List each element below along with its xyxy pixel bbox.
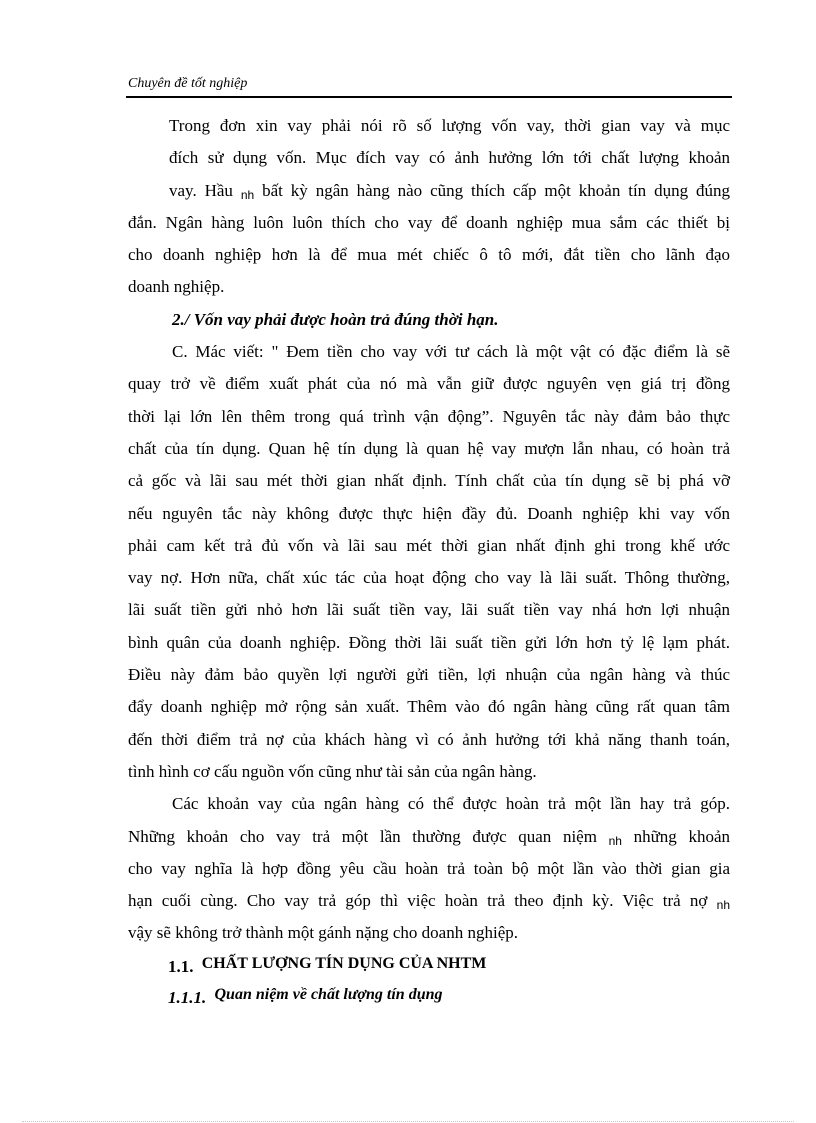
text-fragment-small: nh <box>716 898 730 913</box>
section-heading-1-1-1 <box>168 986 443 1008</box>
text-line: lãi suất tiền gửi nhỏ hơn lãi suất tiền vay, lãi suất tiền vay nhá hơn lợi nhuận <box>128 600 730 620</box>
text-fragment: hạn cuối cùng. Cho vay trả góp thì việc hoàn trả theo định kỳ. Việc trả nợ <box>128 891 717 911</box>
text-line <box>128 885 730 917</box>
subheading: 2./ Vốn vay phải được hoàn trả đúng thời hạn. <box>172 309 499 329</box>
text-fragment: vay. Hầu <box>169 180 241 200</box>
text-line: C. Mác viết: " Đem tiền cho vay với tư cách là một vật có đặc điểm là sẽ <box>172 342 730 362</box>
running-header: Chuyên đề tốt nghiệp <box>128 76 248 91</box>
text-line <box>128 175 730 207</box>
text-line: vay nợ. Hơn nữa, chất xúc tác của hoạt động cho vay là lãi suất. Thông thường, <box>128 568 730 588</box>
text-line: phải cam kết trả đủ vốn và lãi sau mét thời gian nhất định ghi trong khế ước <box>128 535 730 555</box>
text-line: chất của tín dụng. Quan hệ tín dụng là quan hệ vay mượn lẫn nhau, có hoàn trả <box>128 438 730 458</box>
text-line: nếu nguyên tắc này không được thực hiện đầy đủ. Doanh nghiệp khi vay vốn <box>128 503 730 523</box>
text-fragment: những khoản <box>621 826 731 846</box>
section-heading-1-1 <box>168 955 486 977</box>
document-body <box>128 110 730 950</box>
text-fragment-small: nh <box>608 833 622 848</box>
text-line: thời lại lớn lên thêm trong quá trình vận động”. Nguyên tắc này đảm bảo thực <box>128 406 730 426</box>
text-line: đẩy doanh nghiệp mở rộng sản xuất. Thêm vào đó ngân hàng cũng rất quan tâm <box>128 697 730 717</box>
text-line: vậy sẽ không trở thành một gánh nặng cho doanh nghiệp. <box>128 923 518 943</box>
text-line: cho vay nghĩa là hợp đồng yêu cầu hoàn trả toàn bộ một lần vào thời gian gia <box>128 858 730 878</box>
text-fragment-small: nh <box>240 187 255 202</box>
text-line: bình quân của doanh nghiệp. Đồng thời lãi suất tiền gửi lớn hơn tỷ lệ lạm phát. <box>128 632 730 652</box>
text-fragment: bất kỳ ngân hàng nào cũng thích cấp một khoản tín dụng đúng <box>254 180 730 200</box>
section-number: 1.1.1. <box>168 988 207 1007</box>
text-line: đến thời điểm trả nợ của khách hàng vì có ảnh hưởng tới khả năng thanh toán, <box>128 729 730 749</box>
text-line: Điều này đảm bảo quyền lợi người gửi tiền, lợi nhuận của ngân hàng và thúc <box>128 665 730 685</box>
text-line: đích sử dụng vốn. Mục đích vay có ảnh hưởng lớn tới chất lượng khoản <box>169 148 730 168</box>
text-fragment: Những khoản cho vay trả một lần thường được quan niệm <box>128 826 609 846</box>
text-line: tình hình cơ cấu nguồn vốn cũng như tài sản của ngân hàng. <box>128 761 537 781</box>
text-line: quay trở về điểm xuất phát của nó mà vẫn giữ được nguyên vẹn giá trị đồng <box>128 374 730 394</box>
header-rule <box>126 96 732 98</box>
text-line: cả gốc và lãi sau mét thời gian nhất định. Tính chất của tín dụng sẽ bị phá vỡ <box>128 471 730 491</box>
section-number: 1.1. <box>168 957 194 976</box>
section-title: Quan niệm về chất lượng tín dụng <box>214 986 443 1003</box>
text-line: cho doanh nghiệp hơn là để mua mét chiếc ô tô mới, đắt tiền cho lãnh đạo <box>128 245 730 265</box>
text-line <box>128 821 730 853</box>
text-line: đắn. Ngân hàng luôn luôn thích cho vay để doanh nghiệp mua sắm các thiết bị <box>128 212 730 232</box>
page-bottom-rule <box>22 1121 794 1122</box>
section-title: CHẤT LƯỢNG TÍN DỤNG CỦA NHTM <box>201 955 487 972</box>
text-line: doanh nghiệp. <box>128 277 225 297</box>
text-line: Các khoản vay của ngân hàng có thể được hoàn trả một lần hay trả góp. <box>172 794 730 814</box>
text-line: Trong đơn xin vay phải nói rõ số lượng vốn vay, thời gian vay và mục <box>169 116 730 135</box>
